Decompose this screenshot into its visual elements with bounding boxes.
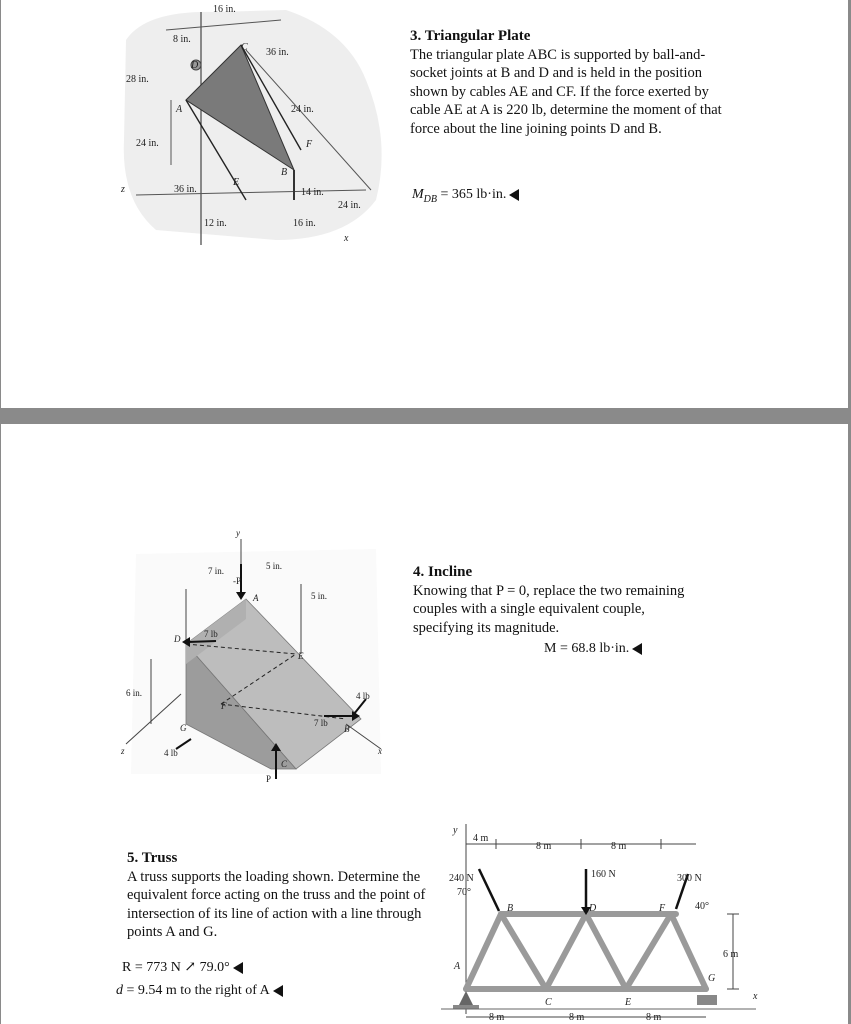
load-label: 7 lb [204, 629, 218, 639]
point-label: F [659, 903, 666, 914]
point-label: A [454, 961, 461, 972]
axis-label: z [121, 184, 125, 195]
load-label: 7 lb [314, 718, 328, 728]
dim-label: 6 m [723, 949, 739, 960]
incline-figure [116, 524, 396, 794]
point-label: E [625, 997, 632, 1008]
point-label: F [306, 139, 313, 150]
load-label: 40° [695, 901, 709, 912]
problem-3-answer [412, 187, 519, 205]
problem-4-text [413, 563, 713, 637]
point-label: B [344, 724, 350, 734]
page-2 [1, 424, 848, 1024]
answer-marker-icon [509, 189, 519, 201]
point-label: E [233, 177, 240, 188]
dim-label: 16 in. [293, 218, 316, 229]
answer-symbol: M [412, 187, 424, 202]
load-label: 300 N [677, 873, 702, 884]
problem-4-body-2: specifying its magnitude. [413, 619, 560, 636]
point-label: G [708, 973, 716, 984]
dim-label: 16 in. [213, 4, 236, 15]
problem-5-title: 5. Truss [127, 850, 178, 866]
answer-marker-icon [233, 962, 243, 974]
problem-3-title: 3. Triangular Plate [410, 28, 531, 44]
problem-4-title: 4. Incline [413, 564, 473, 580]
truss-figure [441, 819, 771, 1024]
direction-arrow-icon: ↗ [184, 960, 197, 975]
problem-5-text [127, 849, 427, 942]
point-label: A [253, 593, 259, 603]
load-label: 4 lb [356, 691, 370, 701]
dim-label: 8 m [489, 1012, 505, 1023]
dim-label: 5 in. [266, 561, 283, 571]
dim-label: 12 in. [204, 218, 227, 229]
dim-label: 5 in. [311, 591, 328, 601]
answer-marker-icon [273, 985, 283, 997]
answer-angle: 79.0° [199, 960, 230, 975]
dim-label: 8 m [611, 841, 627, 852]
axis-label: x [753, 991, 758, 1002]
point-label: B [281, 167, 288, 178]
point-label: G [180, 723, 187, 733]
axis-label: x [344, 233, 349, 244]
triangular-plate-figure [116, 0, 391, 250]
answer-value: R = 773 N [122, 960, 181, 975]
dim-label: 8 in. [173, 34, 191, 45]
point-label: C [545, 997, 552, 1008]
page-1 [1, 0, 848, 408]
dim-label: 36 in. [266, 47, 289, 58]
axis-label: z [121, 746, 125, 756]
dim-label: 8 m [536, 841, 552, 852]
dim-label: 24 in. [136, 138, 159, 149]
point-label: C [241, 42, 248, 53]
problem-5-answer-1 [122, 959, 243, 976]
dim-label: 4 m [473, 833, 489, 844]
point-label: E [298, 651, 304, 661]
problem-3-text [410, 27, 725, 138]
axis-label: y [453, 825, 458, 836]
problem-5-answer-2 [116, 983, 283, 999]
answer-marker-icon [632, 643, 642, 655]
point-label: C [281, 759, 288, 769]
problem-5-body: A truss supports the loading shown. Determine the equivalent force acting on the truss and the point of intersection of its line of action with a line through points A and G. [127, 868, 426, 940]
axis-label: y [236, 528, 240, 538]
dim-label: 6 in. [126, 688, 143, 698]
answer-subscript: DB [423, 193, 438, 205]
point-label: A [176, 104, 183, 115]
dim-label: 36 in. [174, 184, 197, 195]
problem-4-answer [544, 641, 642, 657]
dim-label: 24 in. [338, 200, 361, 211]
load-label: 4 lb [164, 748, 178, 758]
dim-label: 8 m [569, 1012, 585, 1023]
point-label: B [507, 903, 514, 914]
dim-label: 28 in. [126, 74, 149, 85]
problem-4-body: Knowing that P = 0, replace the two remaining couples with a single equivalent couple, [413, 582, 685, 617]
point-label: F [221, 701, 227, 711]
dim-label: 8 m [646, 1012, 662, 1023]
answer-symbol: d [116, 983, 123, 998]
answer-value: = 9.54 m to the right of A [126, 983, 270, 998]
load-label: -P [233, 576, 242, 586]
axis-label: x [378, 746, 382, 756]
problem-3-body: The triangular plate ABC is supported by ball-and-socket joints at B and D and is held in the position shown by cables AE and CF. If the force exerted by cable AE at A is 220 lb, determine the moment of that force about the line joining points D and B. [410, 46, 722, 137]
point-label: D [191, 60, 199, 71]
load-label: 240 N [449, 873, 474, 884]
load-label: P [266, 774, 272, 784]
dim-label: 7 in. [208, 566, 225, 576]
answer-value: = 365 lb·in. [440, 187, 507, 202]
load-label: 70° [457, 887, 471, 898]
dim-label: 24 in. [291, 104, 314, 115]
answer-value: M = 68.8 lb·in. [544, 641, 630, 656]
load-label: 160 N [591, 869, 616, 880]
point-label: D [174, 634, 181, 644]
dim-label: 14 in. [301, 187, 324, 198]
point-label: D [589, 903, 597, 914]
